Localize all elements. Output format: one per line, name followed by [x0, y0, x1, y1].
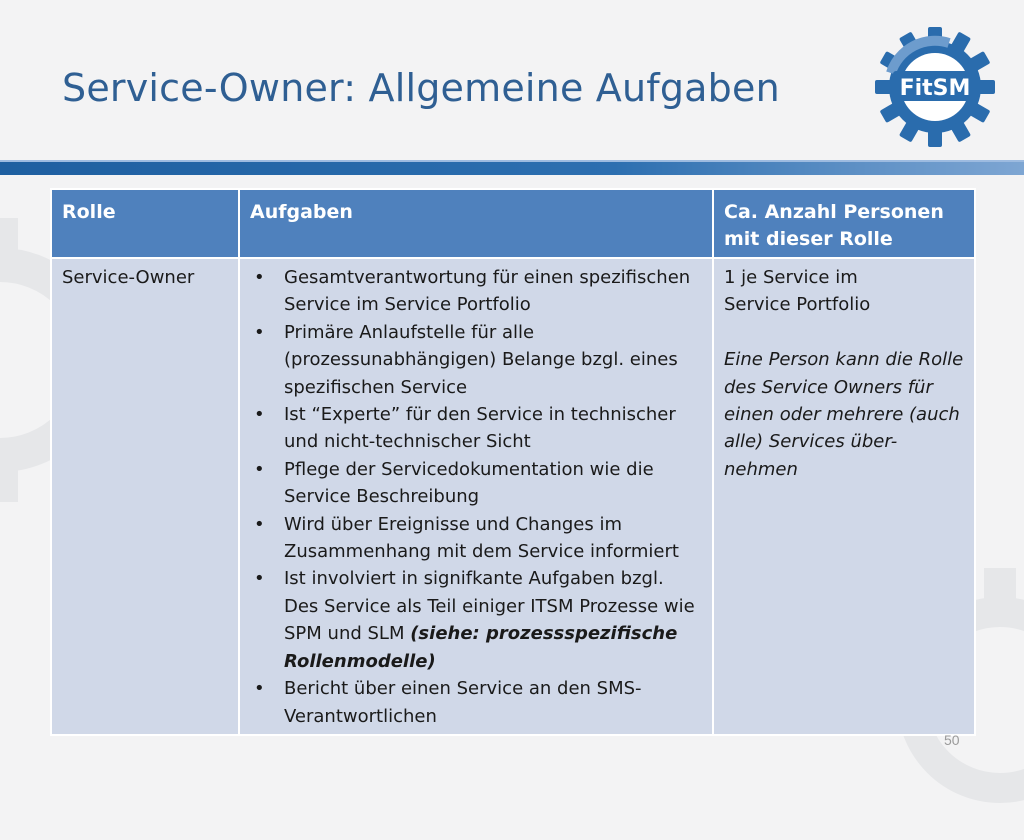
- header-rolle: Rolle: [51, 189, 239, 258]
- roles-table: [50, 188, 976, 736]
- task-item-reference: (siehe: prozessspezifische Rollenmodelle): [284, 623, 678, 672]
- table-row: [51, 258, 975, 735]
- task-item: • Wird über Ereignisse und Changes im Zusammenhang mit dem Service informiert: [250, 511, 702, 566]
- count-note: Eine Person kann die Rolle des Service Owners für einen oder mehrere (auch alle) Services über-nehmen: [724, 349, 964, 480]
- task-item: • Pflege der Servicedokumentation wie die Service Beschreibung: [250, 456, 702, 511]
- cell-count: [713, 258, 975, 735]
- fitsm-logo: [872, 24, 998, 150]
- page-number: 50: [944, 732, 960, 748]
- table-header-row: [51, 189, 975, 258]
- fitsm-logo-text: FitSM: [899, 76, 971, 101]
- cell-role: Service-Owner: [51, 258, 239, 735]
- slide-title: Service-Owner: Allgemeine Aufgaben: [62, 66, 780, 110]
- task-item: • Ist “Experte” für den Service in technischer und nicht-technischer Sicht: [250, 401, 702, 456]
- count-line-2: Service Portfolio: [724, 294, 871, 316]
- task-item: • Gesamtverantwortung für einen spezifischen Service im Service Portfolio: [250, 264, 702, 319]
- header-divider-bar: [0, 162, 1024, 175]
- task-item: [250, 565, 702, 675]
- count-line-1: 1 je Service im: [724, 267, 858, 288]
- task-list: [250, 264, 702, 730]
- cell-tasks: [239, 258, 713, 735]
- header-aufgaben: Aufgaben: [239, 189, 713, 258]
- task-item: • Bericht über einen Service an den SMS-Verantwortlichen: [250, 675, 702, 730]
- task-item: • Primäre Anlaufstelle für alle (prozessunabhängigen) Belange bzgl. eines spezifischen Service: [250, 319, 702, 401]
- header-anzahl-personen: Ca. Anzahl Personen mit dieser Rolle: [713, 189, 975, 258]
- task-item-text: Ist involviert in signifkante Aufgaben bzgl. Des Service als Teil einiger ITSM Prozesse wie SPM und SLM: [284, 568, 695, 645]
